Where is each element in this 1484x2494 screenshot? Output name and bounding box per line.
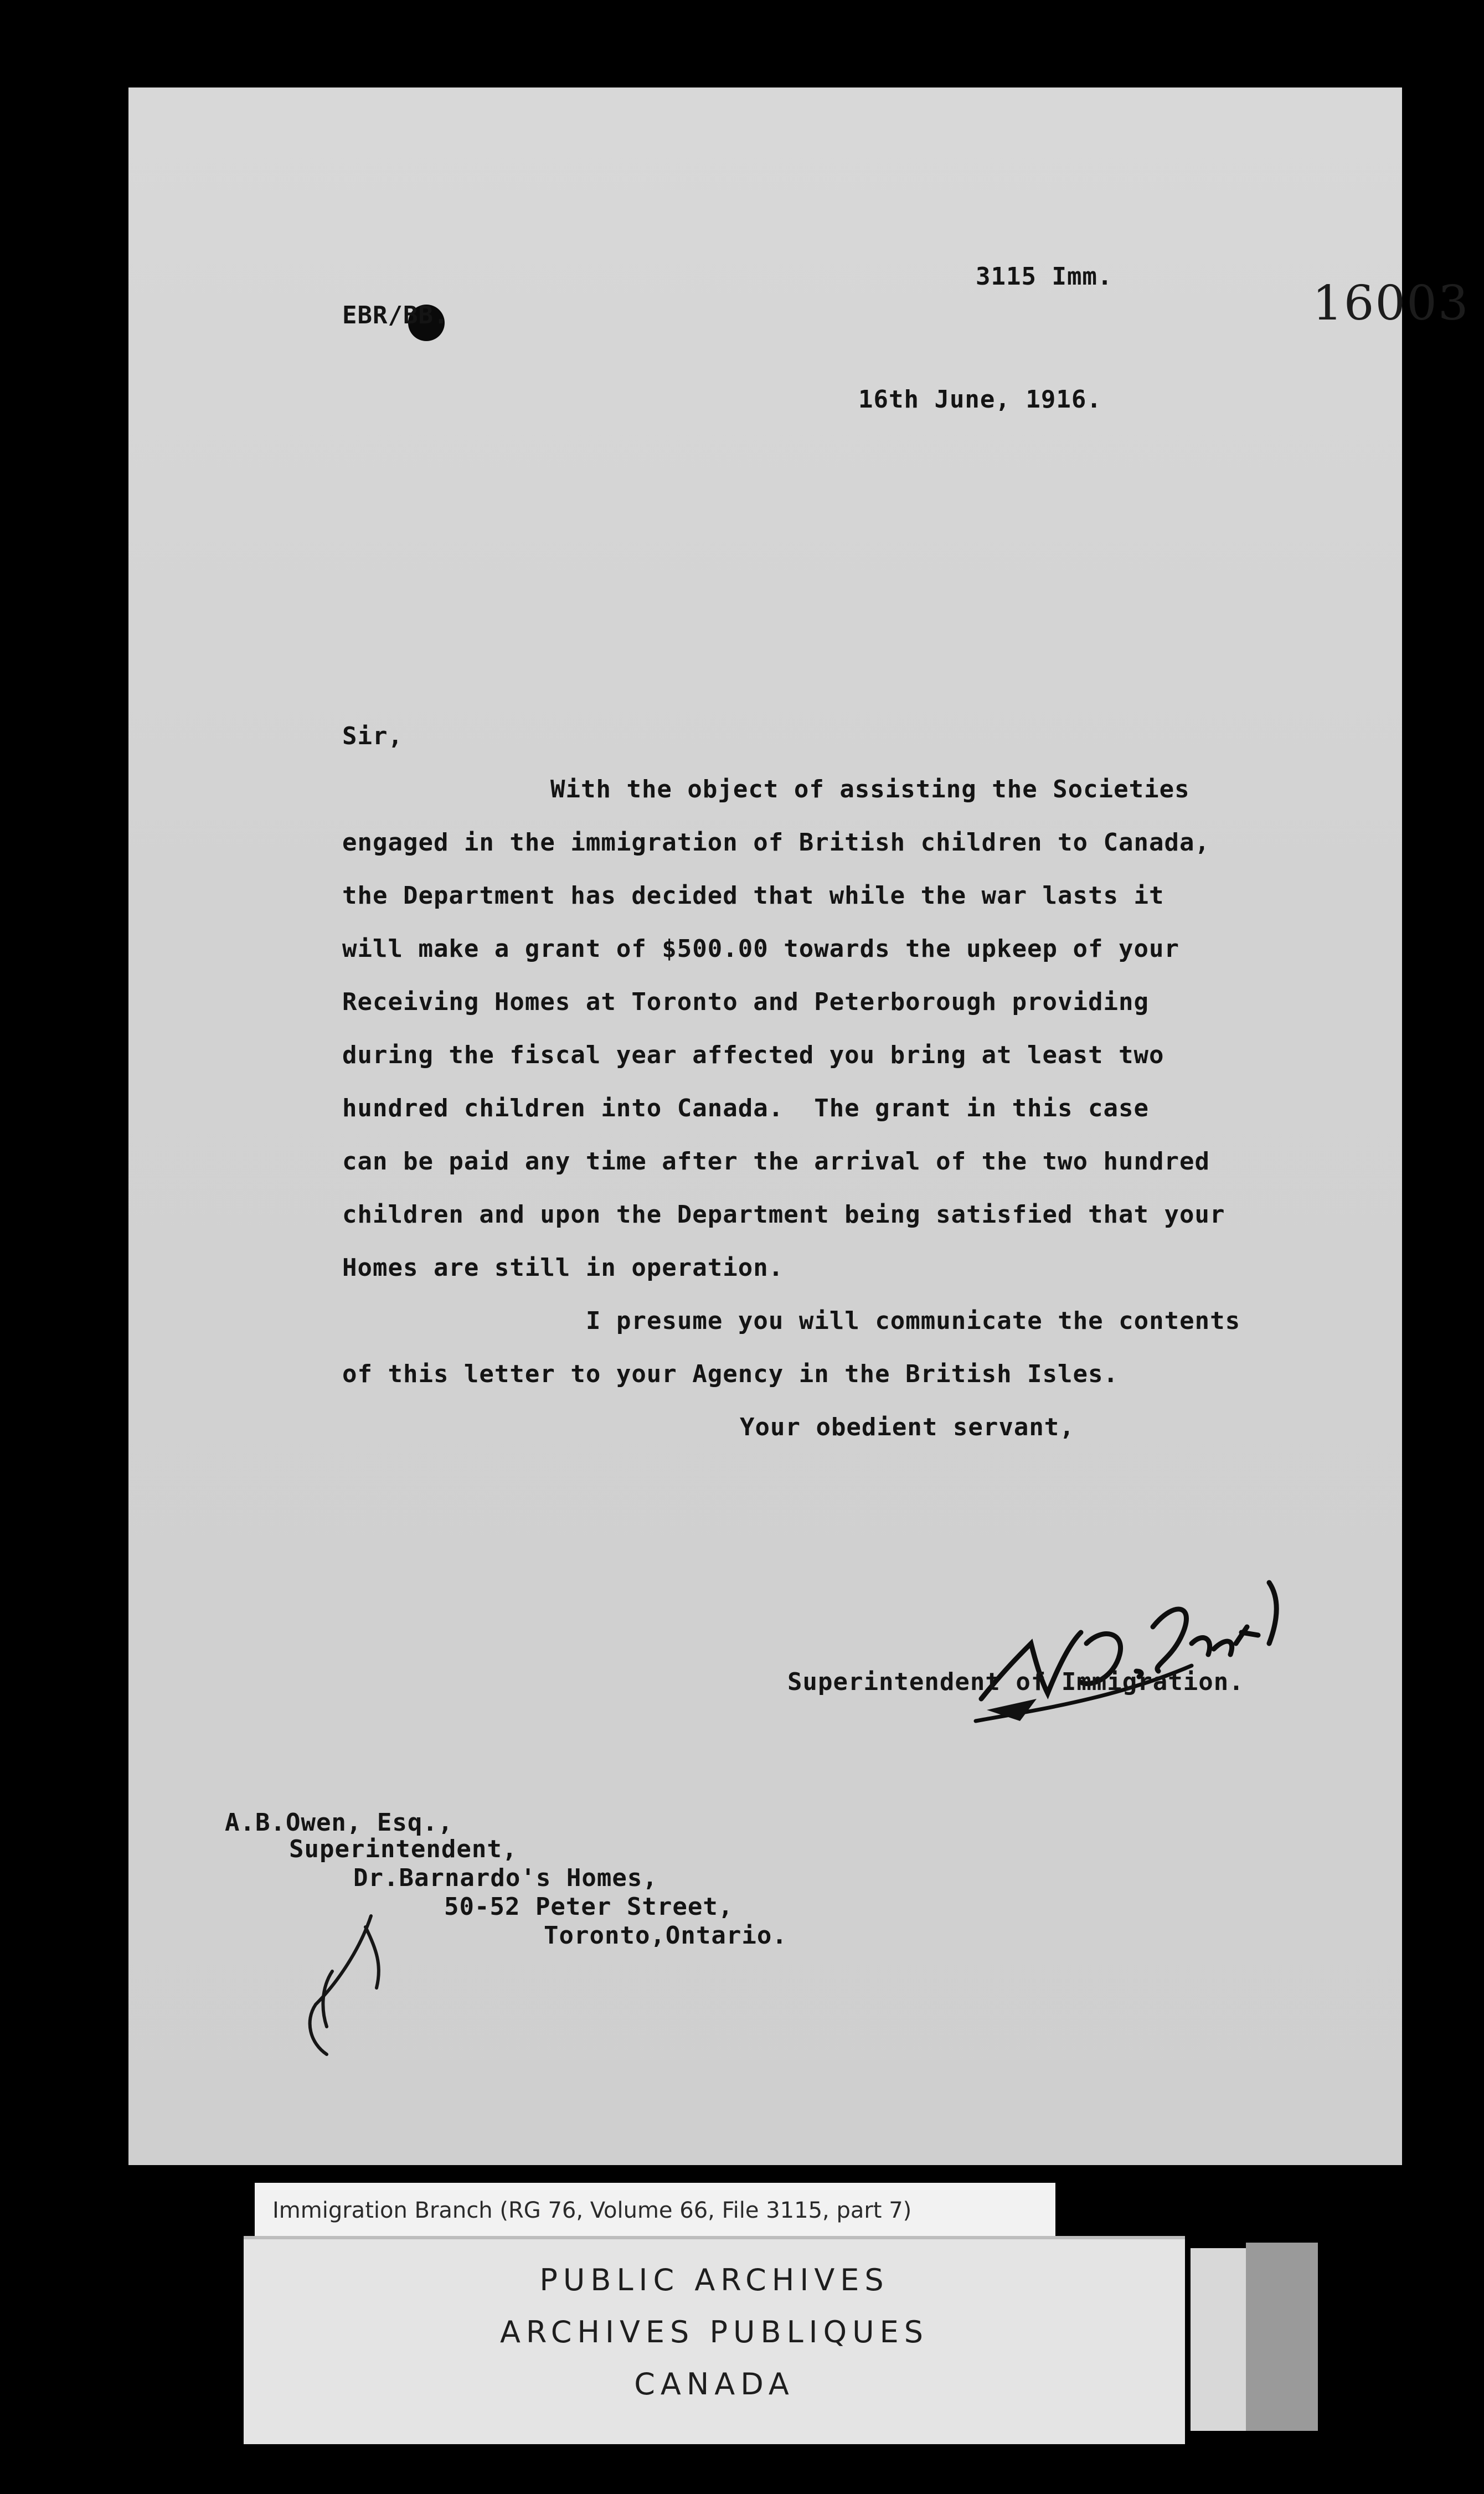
body-line: children and upon the Department being satisfied that your xyxy=(342,1200,1225,1229)
card-edge xyxy=(1191,2248,1251,2431)
letter-page xyxy=(128,87,1470,2165)
archive-reference-label: Immigration Branch (RG 76, Volume 66, File 3115, part 7) xyxy=(255,2183,1055,2238)
handwritten-initial xyxy=(293,1905,393,2071)
address-line: Superintendent, xyxy=(289,1835,518,1863)
body-line: Receiving Homes at Toronto and Peterborough providing xyxy=(342,988,1149,1016)
address-line: Dr.Barnardo's Homes, xyxy=(353,1864,658,1892)
frame-tab xyxy=(1246,2243,1318,2431)
letter-date: 16th June, 1916. xyxy=(858,385,1102,414)
body-line: Homes are still in operation. xyxy=(342,1254,784,1282)
file-reference: 3115 Imm. xyxy=(976,262,1113,291)
body-line: hundred children into Canada. The grant in this case xyxy=(342,1094,1149,1122)
address-line: A.B.Owen, Esq., xyxy=(225,1808,454,1837)
salutation: Sir, xyxy=(342,722,403,750)
archive-line-3: CANADA xyxy=(634,2367,795,2402)
body-line: engaged in the immigration of British children to Canada, xyxy=(342,828,1210,857)
closing: Your obedient servant, xyxy=(740,1413,1075,1441)
signer-title: Superintendent of Immigration. xyxy=(787,1668,1244,1696)
body-line: of this letter to your Agency in the British Isles. xyxy=(342,1360,1119,1388)
body-line: With the object of assisting the Societies xyxy=(550,775,1190,803)
body-line: during the fiscal year affected you bring at least two xyxy=(342,1041,1164,1069)
body-line: can be paid any time after the arrival of the two hundred xyxy=(342,1147,1210,1176)
body-line: will make a grant of $500.00 towards the upkeep of your xyxy=(342,935,1179,963)
address-line: 50-52 Peter Street, xyxy=(444,1893,734,1921)
address-line: Toronto,Ontario. xyxy=(544,1921,787,1950)
signature xyxy=(970,1560,1280,1749)
typist-initials: EBR/BB. xyxy=(342,301,449,329)
body-line: I presume you will communicate the contents xyxy=(586,1307,1241,1335)
archive-line-1: PUBLIC ARCHIVES xyxy=(539,2263,889,2297)
stamp-number: 16003 xyxy=(1312,276,1470,331)
archive-line-2: ARCHIVES PUBLIQUES xyxy=(499,2315,929,2349)
archive-card xyxy=(244,2236,1185,2444)
body-line: the Department has decided that while the war lasts it xyxy=(342,882,1164,910)
